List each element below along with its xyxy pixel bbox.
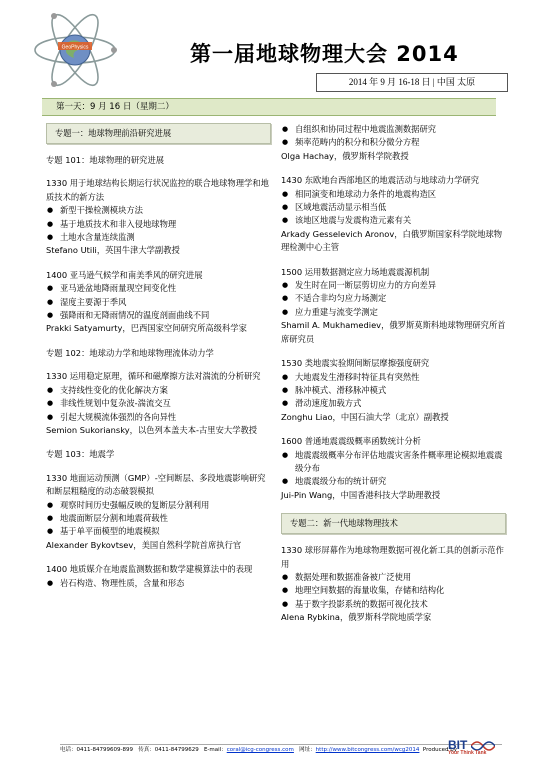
bullet-item: ● 不适合非均匀应力场测定 xyxy=(281,292,506,305)
session-title: 1330 运用稳定原理，循环和磁摩擦方法对湍流的分析研究 xyxy=(46,371,261,382)
session-item xyxy=(46,472,271,552)
session-title: 1600 普通地震震级概率函数统计分析 xyxy=(281,436,421,447)
bullet-item: ● 脉冲模式、滑移脉冲模式 xyxy=(281,384,506,397)
bullet-item: ● 该地区地震与发震构造元素有关 xyxy=(281,214,506,227)
session-item xyxy=(281,123,506,163)
bullet-item: ● 土地水含量连续监测 xyxy=(46,231,271,244)
footer-produced-by: Produced by xyxy=(422,747,458,753)
section-heading: 专题一：地球物理前沿研究进展 xyxy=(46,123,271,144)
session-title: 1500 运用数据测定应力场地震震源机制 xyxy=(281,266,430,277)
bullet-item: ● 发生时在同一断层剪切应力的方向差异 xyxy=(281,279,506,292)
session-title: 1400 地质媒介在地震监测数据和数学建模算法中的表现 xyxy=(46,564,253,575)
session-title: 1330 地面运动预测（GMP）-空间断层、多段地震影响研究和断层粗糙度的动态破裂模拟 xyxy=(46,472,266,497)
bullet-item: ● 滑动速度加载方式 xyxy=(281,397,506,410)
footer xyxy=(60,744,502,755)
sub-topic-102: 专题 102：地球动力学和地球物理流体动力学 xyxy=(46,347,214,358)
speaker: Arkady Gesselevich Aronov，白俄罗斯国家科学院地球物理检测中心主管 xyxy=(281,228,503,253)
logo-text: GeoPhysics xyxy=(61,44,89,51)
speaker: Prakki Satyamurty，巴西国家空间研究所高级科学家 xyxy=(46,323,247,334)
footer-email-label: E-mail： xyxy=(203,747,227,753)
left-column xyxy=(46,123,271,601)
session-item xyxy=(281,544,506,624)
conference-title: 第一届地球物理大会 2014 xyxy=(190,42,459,66)
bullet-item: ● 岩石构造、物理性质，含量和形态 xyxy=(46,577,271,590)
footer-web-label: 网址： xyxy=(299,747,316,753)
bullet-item: ● 自组织和协同过程中地震监测数据研究 xyxy=(281,123,506,136)
speaker: Shamil A. Mukhamediev，俄罗斯莫斯科地球物理研究所首席研究员 xyxy=(281,320,506,344)
bullet-item: ● 数据处理和数据准备被广泛使用 xyxy=(281,571,506,584)
bullet-item: ● 相同演变和地球动力条件的地震构造区 xyxy=(281,188,506,201)
session-item xyxy=(46,563,271,590)
bullet-item: ● 强降雨和无降雨情况的温度剖面曲线不同 xyxy=(46,309,271,322)
session-item xyxy=(281,174,506,254)
section-heading: 专题二：新一代地球物理技术 xyxy=(281,513,506,534)
bullet-item: ● 应力重建与流变学测定 xyxy=(281,306,506,319)
bullet-item: ● 引起大规模流体强烈的各向异性 xyxy=(46,411,271,424)
bullet-item: ● 基于单平面模型的地震模拟 xyxy=(46,525,271,538)
speaker: Olga Hachay，俄罗斯科学院教授 xyxy=(281,150,409,161)
bullet-item: ● 非线性规划中复杂波-湍流交互 xyxy=(46,397,271,410)
bullet-item: ● 地震面断层分割和地震荷载性 xyxy=(46,512,271,525)
session-title: 1330 球形屏幕作为地球物理数据可视化新工具的创新示范作用 xyxy=(281,545,504,569)
bullet-item: ● 新型干操检测模块方法 xyxy=(46,204,271,217)
conference-logo xyxy=(30,12,120,88)
bullet-item: ● 观察时间历史强幅反映的复断层分割利用 xyxy=(46,499,271,512)
session-item xyxy=(281,357,506,424)
bullet-item: ● 地震震级分布的统计研究 xyxy=(281,475,506,488)
bullet-item: ● 地震震级概率分布评估地震灾害条件概率理论模拟地震震级分布 xyxy=(281,449,506,476)
day-bar: 第一天：9 月 16 日（星期二） xyxy=(42,98,496,116)
sub-topic-101: 专题 101：地球物理的研究进展 xyxy=(46,155,165,165)
footer-tel: 电话：0411-84799609-899 xyxy=(60,747,133,753)
session-item xyxy=(281,266,506,346)
bit-tagline: Your Think Tank xyxy=(448,750,487,756)
session-title: 1530 类地震实验期间断层摩擦强度研究 xyxy=(281,358,430,369)
bullet-item: ● 地理空间数据的海量收集，存储和结构化 xyxy=(281,584,506,597)
bullet-item: ● 基于地质技术和非入侵地球物理 xyxy=(46,218,271,231)
session-title: 1430 东欧地台西部地区的地震活动与地球动力学研究 xyxy=(281,175,479,186)
bullet-item: ● 支持线性变化的优化解决方案 xyxy=(46,384,271,397)
conference-date: 2014 年 9 月 16-18 日 | 中国 太原 xyxy=(316,73,508,92)
bullet-item: ● 亚马逊盆地降雨量现空间变化性 xyxy=(46,282,271,295)
session-title: 1330 用于地球结构长期运行状况监控的联合地球物理学和地质技术的新方法 xyxy=(46,178,269,202)
session-item xyxy=(281,435,506,502)
bullet-item: ● 大地震发生滑移时特征具有突然性 xyxy=(281,371,506,384)
bullet-item: ● 基于数字投影系统的数据可视化技术 xyxy=(281,598,506,611)
footer-web-link[interactable]: http://www.bitcongress.com/wcg2014 xyxy=(315,747,420,753)
right-column xyxy=(281,123,506,636)
bit-brand: BIT xyxy=(448,738,468,752)
bullet-item: ● 区域地震活动显示相当低 xyxy=(281,201,506,214)
footer-email-link[interactable]: coral@icg-congress.com xyxy=(226,747,294,753)
speaker: Alena Rybkina，俄罗斯科学院地质学家 xyxy=(281,612,432,623)
speaker: Zonghu Liao，中国石油大学（北京）副教授 xyxy=(281,411,449,422)
speaker: Alexander Bykovtsev，美国自然科学院首席执行官 xyxy=(46,539,242,550)
session-title: 1400 亚马逊气候学和南美季风的研究进展 xyxy=(46,269,203,280)
session-item xyxy=(46,177,271,257)
bullet-item: ● 频率范畴内的积分和积分微分方程 xyxy=(281,136,506,149)
bit-logo xyxy=(448,738,495,756)
speaker: Semion Sukoriansky，以色列本盖夫本-古里安大学教授 xyxy=(46,424,258,435)
session-item xyxy=(46,370,271,437)
speaker: Jui-Pin Wang，中国香港科技大学助理教授 xyxy=(281,489,441,500)
session-item xyxy=(46,269,271,336)
speaker: Stefano Utili，英国牛津大学副教授 xyxy=(46,245,180,256)
bullet-item: ● 湿度主要源于季风 xyxy=(46,296,271,309)
sub-topic-103: 专题 103：地震学 xyxy=(46,449,115,460)
footer-fax: 传真：0411-84799629 xyxy=(138,747,199,753)
